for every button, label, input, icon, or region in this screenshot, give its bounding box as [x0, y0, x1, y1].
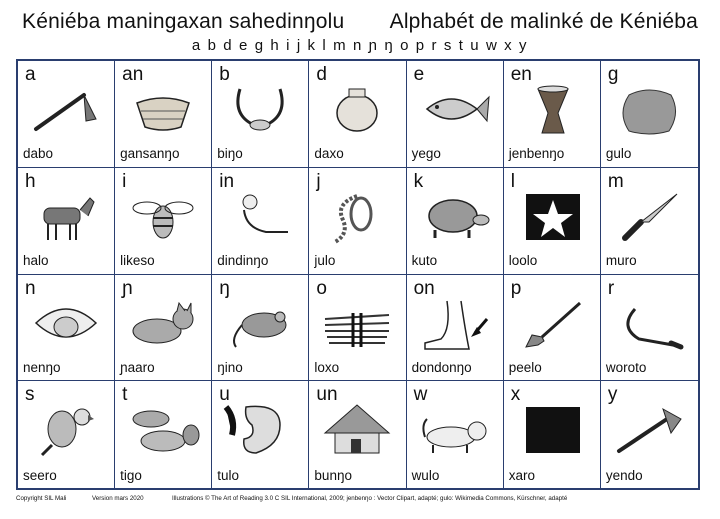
alphabet-cell	[212, 168, 309, 275]
footer-credits: Illustrations © The Art of Reading 3.0 C SIL International, 2009; jenbenŋo : Vector Clipart, adapté; gulo: Wikimedia Commons, Kürschner, adapté	[172, 495, 568, 502]
cell-word: yego	[411, 146, 441, 162]
alphabet-cell	[18, 275, 115, 382]
dog-icon	[421, 405, 489, 455]
cell-letter: un	[316, 384, 338, 406]
alphabet-cell	[601, 381, 698, 488]
alphabet-cell	[18, 61, 115, 168]
alphabet-cell	[115, 61, 212, 168]
tortoise-icon	[421, 192, 489, 242]
alphabet-cell	[309, 61, 406, 168]
bee-icon	[129, 192, 197, 242]
cell-word: bunŋo	[314, 467, 352, 483]
child-icon	[226, 192, 294, 242]
cell-word: seero	[23, 467, 57, 483]
cell-letter: x	[510, 384, 521, 406]
cell-word: loolo	[508, 253, 538, 268]
cell-letter: j	[316, 170, 321, 192]
cell-letter: en	[510, 64, 532, 85]
cell-word: dabo	[23, 146, 54, 162]
cell-word: halo	[23, 253, 49, 268]
alphabet-cell	[309, 275, 406, 382]
cell-word: dindinŋo	[217, 253, 269, 268]
cell-letter: ŋ	[219, 277, 230, 299]
cell-word: jenbenŋo	[508, 146, 565, 162]
cell-word: gansanŋo	[120, 146, 180, 162]
cell-word: kuto	[411, 253, 438, 268]
cell-word: wulo	[411, 467, 440, 483]
axe-icon	[615, 405, 683, 455]
cell-word: loxo	[314, 359, 340, 375]
cell-letter: r	[607, 277, 615, 299]
alphabet-cell	[115, 381, 212, 488]
cell-letter: in	[219, 170, 235, 192]
cell-letter: l	[510, 170, 515, 192]
cell-word: ɲaaro	[120, 359, 155, 375]
alphabet-cell	[212, 381, 309, 488]
alphabet-cell	[504, 381, 601, 488]
cell-word: tigo	[120, 467, 142, 483]
star-icon	[518, 192, 586, 242]
cell-letter: y	[607, 384, 618, 406]
knife-icon	[615, 192, 683, 242]
cell-word: daxo	[314, 146, 344, 162]
cell-letter: u	[219, 384, 230, 406]
cell-word: likeso	[120, 253, 155, 268]
alphabet-cell	[407, 168, 504, 275]
cell-letter: a	[25, 64, 36, 85]
cell-letter: an	[122, 64, 144, 85]
cell-letter: i	[122, 170, 127, 192]
page-header	[0, 0, 720, 60]
donkey-icon	[32, 192, 100, 242]
cell-letter: e	[413, 64, 425, 85]
cell-letter: on	[413, 277, 435, 299]
cell-letter: g	[607, 64, 619, 85]
cell-word: dondonŋo	[411, 359, 472, 375]
cell-word: tulo	[217, 467, 240, 483]
cell-word: woroto	[605, 359, 647, 375]
moon-icon	[518, 405, 586, 455]
cat-icon	[129, 299, 197, 349]
cell-letter: h	[25, 170, 36, 192]
tongue-icon	[32, 299, 100, 349]
alphabet-cell	[601, 168, 698, 275]
rat-icon	[226, 299, 294, 349]
cell-word: muro	[605, 253, 637, 268]
animal-hide-icon	[615, 85, 683, 135]
cell-word: nenŋo	[23, 359, 61, 375]
alphabet-cell	[115, 275, 212, 382]
alphabet-cell	[504, 61, 601, 168]
cell-letter: p	[510, 277, 522, 299]
cell-word: peelo	[508, 359, 542, 375]
alphabet-grid	[16, 59, 700, 490]
title-french: Alphabét de malinké de Kéniéba	[389, 10, 698, 33]
sickle-icon	[615, 299, 683, 349]
cell-word: xaro	[508, 467, 535, 483]
heel-icon	[421, 299, 489, 349]
alphabet-cell	[18, 381, 115, 488]
alphabet-cell	[407, 61, 504, 168]
ear-icon	[226, 405, 294, 455]
alphabet-cell	[504, 168, 601, 275]
cell-word: gulo	[605, 146, 632, 162]
alphabet-cell	[601, 61, 698, 168]
cell-letter: o	[316, 277, 327, 299]
parrot-icon	[32, 405, 100, 455]
djembe-drum-icon	[518, 85, 586, 135]
cell-letter: t	[122, 384, 128, 406]
alphabet-cell	[212, 275, 309, 382]
rope-icon	[323, 192, 391, 242]
shovel-icon	[518, 299, 586, 349]
footer	[16, 495, 706, 509]
clay-pot-icon	[323, 85, 391, 135]
horns-icon	[226, 85, 294, 135]
cell-letter: w	[413, 384, 428, 406]
fish-icon	[421, 85, 489, 135]
cell-word: biŋo	[217, 146, 243, 162]
alphabet-cell	[309, 381, 406, 488]
title-malinke: Kéniéba maningaxan sahedinŋolu	[22, 10, 345, 33]
cell-letter: s	[25, 384, 35, 406]
cell-letter: k	[413, 170, 424, 192]
peanuts-icon	[129, 405, 197, 455]
alphabet-cell	[18, 168, 115, 275]
footer-version: Version mars 2020	[92, 495, 144, 502]
alphabet-cell	[504, 275, 601, 382]
alphabet-line: a b d e g h i j k l m n ɲ ŋ o p r s t u w x y	[191, 37, 529, 54]
alphabet-cell	[601, 275, 698, 382]
cell-letter: b	[219, 64, 230, 85]
alphabet-cell	[407, 381, 504, 488]
alphabet-cell	[407, 275, 504, 382]
alphabet-cell	[115, 168, 212, 275]
hut-icon	[323, 405, 391, 455]
alphabet-cell	[309, 168, 406, 275]
alphabet-cell	[212, 61, 309, 168]
cell-word: julo	[314, 253, 336, 268]
cell-letter: d	[316, 64, 327, 85]
cell-letter: ɲ	[122, 277, 133, 299]
footer-copyright: Copyright SIL Mali	[16, 495, 67, 502]
cell-letter: n	[25, 277, 36, 299]
basket-icon	[129, 85, 197, 135]
cell-word: yendo	[605, 467, 643, 483]
hoe-icon	[32, 85, 100, 135]
cell-letter: m	[607, 170, 624, 192]
firewood-bundle-icon	[323, 299, 391, 349]
cell-word: ŋino	[217, 359, 243, 375]
